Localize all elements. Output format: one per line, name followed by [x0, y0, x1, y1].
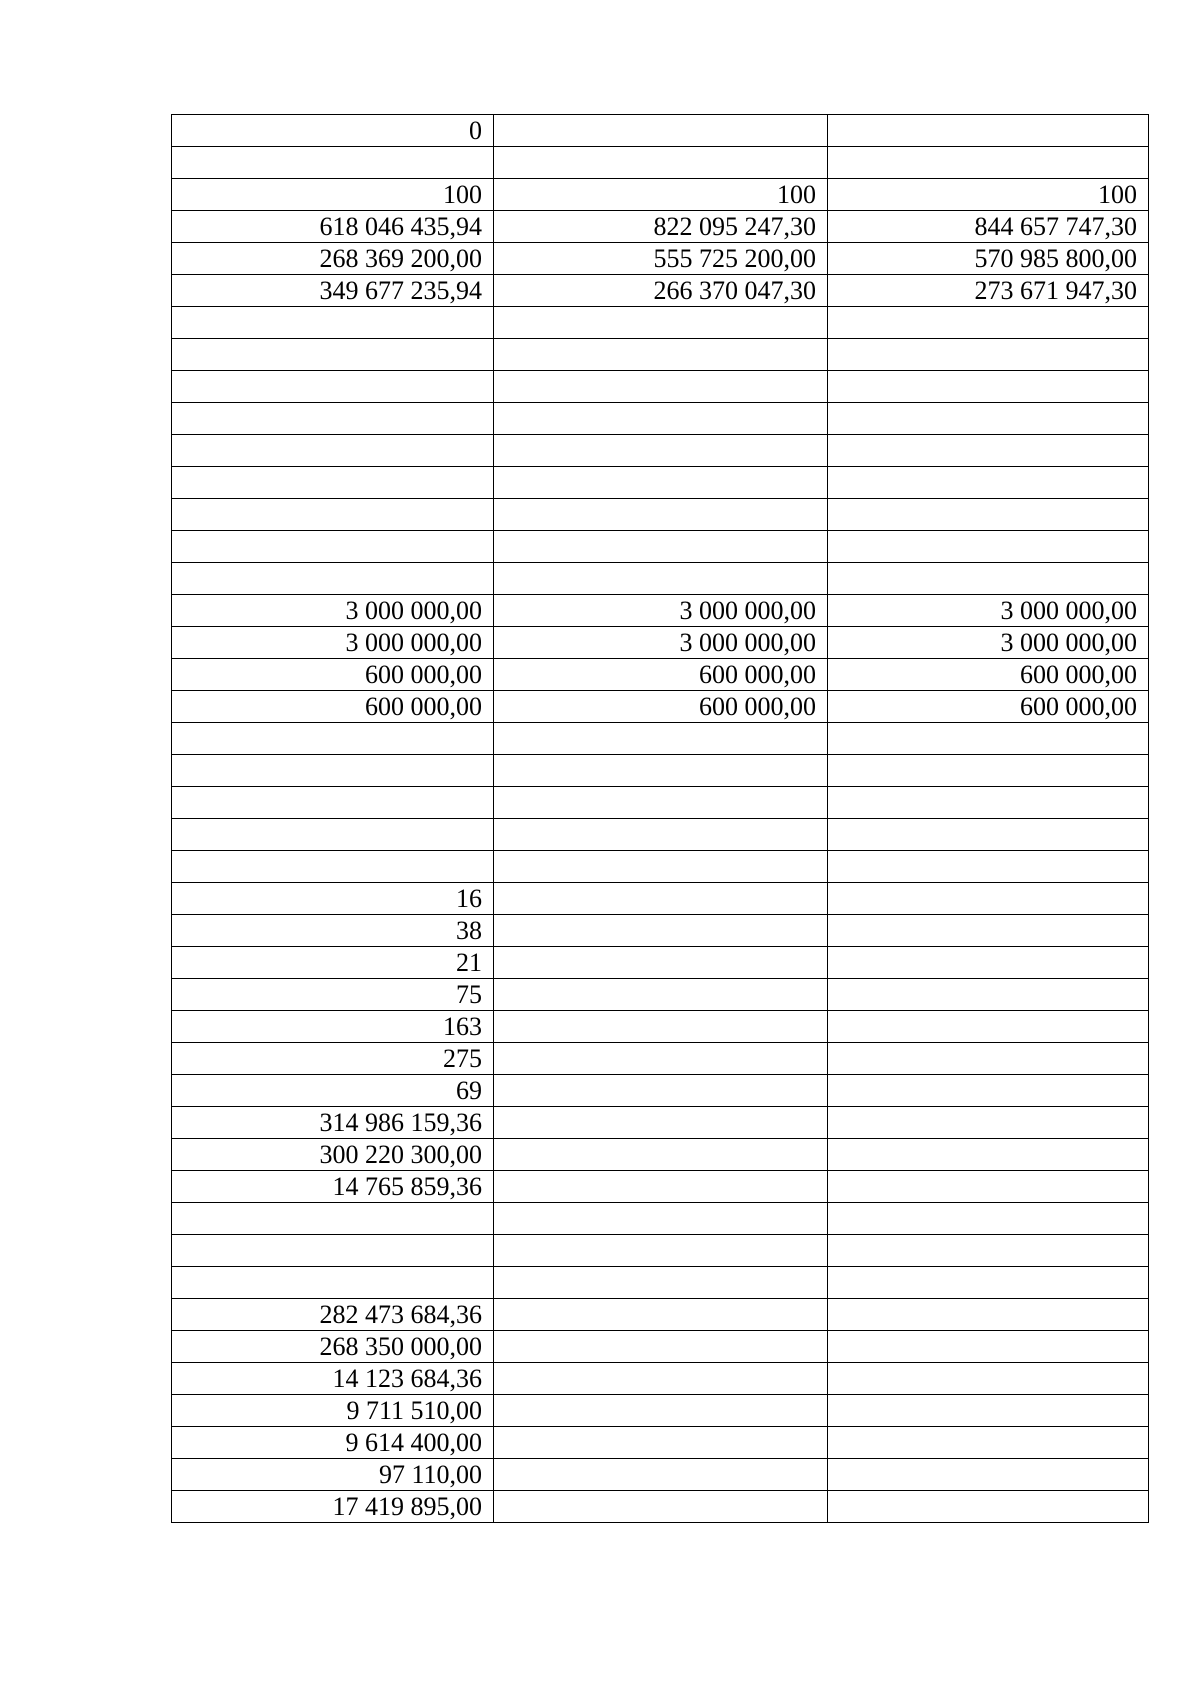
table-body	[172, 115, 1149, 1523]
table-cell-col-1: 0	[172, 115, 494, 147]
table-row	[172, 1235, 1149, 1267]
table-cell-col-3: 844 657 747,30	[828, 211, 1149, 243]
table-row	[172, 819, 1149, 851]
table-cell-col-3	[828, 531, 1149, 563]
table-row	[172, 115, 1149, 147]
table-cell-col-3	[828, 467, 1149, 499]
table-cell-col-2	[494, 1203, 828, 1235]
table-cell-col-3	[828, 819, 1149, 851]
table-cell-col-3	[828, 499, 1149, 531]
table-row	[172, 1043, 1149, 1075]
table-row	[172, 1075, 1149, 1107]
table-cell-col-2	[494, 1075, 828, 1107]
table-cell-col-2	[494, 1331, 828, 1363]
table-cell-col-3	[828, 915, 1149, 947]
table-cell-col-3	[828, 1459, 1149, 1491]
table-cell-col-3	[828, 947, 1149, 979]
table-cell-col-1	[172, 1235, 494, 1267]
table-cell-col-2	[494, 1139, 828, 1171]
table-row	[172, 1171, 1149, 1203]
table-row	[172, 1011, 1149, 1043]
table-cell-col-2	[494, 883, 828, 915]
table-row	[172, 1331, 1149, 1363]
table-cell-col-2: 266 370 047,30	[494, 275, 828, 307]
table-row	[172, 1491, 1149, 1523]
table-cell-col-2	[494, 1043, 828, 1075]
table-cell-col-2	[494, 1363, 828, 1395]
table-cell-col-2	[494, 851, 828, 883]
table-cell-col-1	[172, 499, 494, 531]
table-row	[172, 371, 1149, 403]
table-cell-col-2	[494, 563, 828, 595]
table-cell-col-3	[828, 883, 1149, 915]
table-cell-col-2: 822 095 247,30	[494, 211, 828, 243]
table-cell-col-3	[828, 755, 1149, 787]
table-cell-col-3: 600 000,00	[828, 659, 1149, 691]
table-cell-col-3	[828, 787, 1149, 819]
table-cell-col-1	[172, 787, 494, 819]
table-row	[172, 659, 1149, 691]
table-row	[172, 1395, 1149, 1427]
table-cell-col-3: 600 000,00	[828, 691, 1149, 723]
table-cell-col-2	[494, 755, 828, 787]
table-row	[172, 979, 1149, 1011]
table-cell-col-1: 14 123 684,36	[172, 1363, 494, 1395]
table-row	[172, 1203, 1149, 1235]
table-cell-col-1	[172, 1267, 494, 1299]
table-row	[172, 1299, 1149, 1331]
table-row	[172, 1139, 1149, 1171]
table-cell-col-1	[172, 819, 494, 851]
table-cell-col-3	[828, 1075, 1149, 1107]
table-cell-col-2	[494, 819, 828, 851]
table-cell-col-2	[494, 339, 828, 371]
table-cell-col-1	[172, 307, 494, 339]
table-cell-col-2	[494, 1011, 828, 1043]
table-cell-col-1: 75	[172, 979, 494, 1011]
table-row	[172, 147, 1149, 179]
table-cell-col-2	[494, 499, 828, 531]
table-cell-col-1	[172, 403, 494, 435]
table-cell-col-3	[828, 1235, 1149, 1267]
table-cell-col-2	[494, 1107, 828, 1139]
table-cell-col-3	[828, 1107, 1149, 1139]
table-row	[172, 595, 1149, 627]
table-cell-col-1: 600 000,00	[172, 659, 494, 691]
table-cell-col-2	[494, 1171, 828, 1203]
table-cell-col-1: 9 614 400,00	[172, 1427, 494, 1459]
table-cell-col-3	[828, 147, 1149, 179]
table-cell-col-3: 3 000 000,00	[828, 595, 1149, 627]
table-cell-col-1: 38	[172, 915, 494, 947]
table-cell-col-2: 100	[494, 179, 828, 211]
table-row	[172, 403, 1149, 435]
table-cell-col-1: 97 110,00	[172, 1459, 494, 1491]
table-row	[172, 499, 1149, 531]
table-row	[172, 275, 1149, 307]
table-cell-col-3	[828, 979, 1149, 1011]
table-cell-col-3	[828, 1171, 1149, 1203]
table-cell-col-1	[172, 467, 494, 499]
table-cell-col-3: 100	[828, 179, 1149, 211]
table-cell-col-2	[494, 979, 828, 1011]
budget-table	[171, 114, 1149, 1523]
table-cell-col-1: 17 419 895,00	[172, 1491, 494, 1523]
table-row	[172, 723, 1149, 755]
table-cell-col-2	[494, 1235, 828, 1267]
table-cell-col-3	[828, 723, 1149, 755]
table-cell-col-2	[494, 147, 828, 179]
table-row	[172, 915, 1149, 947]
table-row	[172, 1107, 1149, 1139]
table-cell-col-3	[828, 1491, 1149, 1523]
table-cell-col-3	[828, 403, 1149, 435]
table-cell-col-1: 618 046 435,94	[172, 211, 494, 243]
table-cell-col-3	[828, 1043, 1149, 1075]
table-row	[172, 243, 1149, 275]
table-row	[172, 755, 1149, 787]
table-cell-col-2	[494, 723, 828, 755]
table-cell-col-2	[494, 435, 828, 467]
table-cell-col-3	[828, 851, 1149, 883]
table-cell-col-1	[172, 755, 494, 787]
table-cell-col-1	[172, 435, 494, 467]
table-row	[172, 211, 1149, 243]
table-cell-col-1: 16	[172, 883, 494, 915]
table-cell-col-2	[494, 1299, 828, 1331]
table-cell-col-3: 273 671 947,30	[828, 275, 1149, 307]
table-cell-col-1	[172, 147, 494, 179]
table-row	[172, 339, 1149, 371]
table-cell-col-2	[494, 1459, 828, 1491]
table-cell-col-2	[494, 1267, 828, 1299]
table-cell-col-2	[494, 915, 828, 947]
table-cell-col-1	[172, 851, 494, 883]
table-cell-col-1: 349 677 235,94	[172, 275, 494, 307]
table-cell-col-1: 3 000 000,00	[172, 595, 494, 627]
table-cell-col-2	[494, 403, 828, 435]
table-cell-col-3	[828, 1203, 1149, 1235]
table-cell-col-1	[172, 563, 494, 595]
table-row	[172, 307, 1149, 339]
table-row	[172, 1459, 1149, 1491]
table-cell-col-1	[172, 371, 494, 403]
table-cell-col-3: 3 000 000,00	[828, 627, 1149, 659]
table-cell-col-1: 275	[172, 1043, 494, 1075]
table-row	[172, 467, 1149, 499]
table-cell-col-1	[172, 339, 494, 371]
table-cell-col-3	[828, 1267, 1149, 1299]
table-cell-col-2	[494, 1395, 828, 1427]
table-cell-col-3	[828, 307, 1149, 339]
table-row	[172, 1427, 1149, 1459]
table-row	[172, 1363, 1149, 1395]
table-row	[172, 435, 1149, 467]
table-cell-col-3	[828, 1011, 1149, 1043]
table-cell-col-1: 300 220 300,00	[172, 1139, 494, 1171]
table-cell-col-3	[828, 339, 1149, 371]
table-cell-col-1: 14 765 859,36	[172, 1171, 494, 1203]
table-cell-col-1	[172, 723, 494, 755]
table-row	[172, 883, 1149, 915]
table-cell-col-3	[828, 1395, 1149, 1427]
table-cell-col-2	[494, 531, 828, 563]
table-cell-col-1: 268 350 000,00	[172, 1331, 494, 1363]
table-cell-col-1: 9 711 510,00	[172, 1395, 494, 1427]
table-cell-col-2: 3 000 000,00	[494, 595, 828, 627]
table-cell-col-1: 21	[172, 947, 494, 979]
table-row	[172, 851, 1149, 883]
table-row	[172, 627, 1149, 659]
table-cell-col-1: 314 986 159,36	[172, 1107, 494, 1139]
table-cell-col-3	[828, 1427, 1149, 1459]
table-cell-col-1	[172, 531, 494, 563]
table-cell-col-2	[494, 947, 828, 979]
table-cell-col-2: 555 725 200,00	[494, 243, 828, 275]
table-cell-col-3	[828, 115, 1149, 147]
table-cell-col-3	[828, 1299, 1149, 1331]
table-row	[172, 1267, 1149, 1299]
table-cell-col-1	[172, 1203, 494, 1235]
table-cell-col-3	[828, 435, 1149, 467]
table-cell-col-1: 268 369 200,00	[172, 243, 494, 275]
table-cell-col-2	[494, 115, 828, 147]
table-row	[172, 691, 1149, 723]
table-cell-col-1: 282 473 684,36	[172, 1299, 494, 1331]
table-row	[172, 179, 1149, 211]
table-row	[172, 947, 1149, 979]
table-cell-col-2: 3 000 000,00	[494, 627, 828, 659]
table-cell-col-2	[494, 1491, 828, 1523]
table-cell-col-3	[828, 371, 1149, 403]
table-row	[172, 531, 1149, 563]
table-cell-col-1: 600 000,00	[172, 691, 494, 723]
table-cell-col-2	[494, 787, 828, 819]
table-cell-col-2: 600 000,00	[494, 659, 828, 691]
table-row	[172, 787, 1149, 819]
table-cell-col-2	[494, 467, 828, 499]
table-cell-col-1: 3 000 000,00	[172, 627, 494, 659]
table-cell-col-3	[828, 1139, 1149, 1171]
table-cell-col-2: 600 000,00	[494, 691, 828, 723]
table-cell-col-1: 163	[172, 1011, 494, 1043]
table-cell-col-2	[494, 1427, 828, 1459]
table-cell-col-2	[494, 307, 828, 339]
table-cell-col-2	[494, 371, 828, 403]
table-row	[172, 563, 1149, 595]
table-cell-col-3: 570 985 800,00	[828, 243, 1149, 275]
table-cell-col-3	[828, 1331, 1149, 1363]
table-cell-col-1: 100	[172, 179, 494, 211]
table-cell-col-3	[828, 563, 1149, 595]
table-cell-col-3	[828, 1363, 1149, 1395]
table-cell-col-1: 69	[172, 1075, 494, 1107]
